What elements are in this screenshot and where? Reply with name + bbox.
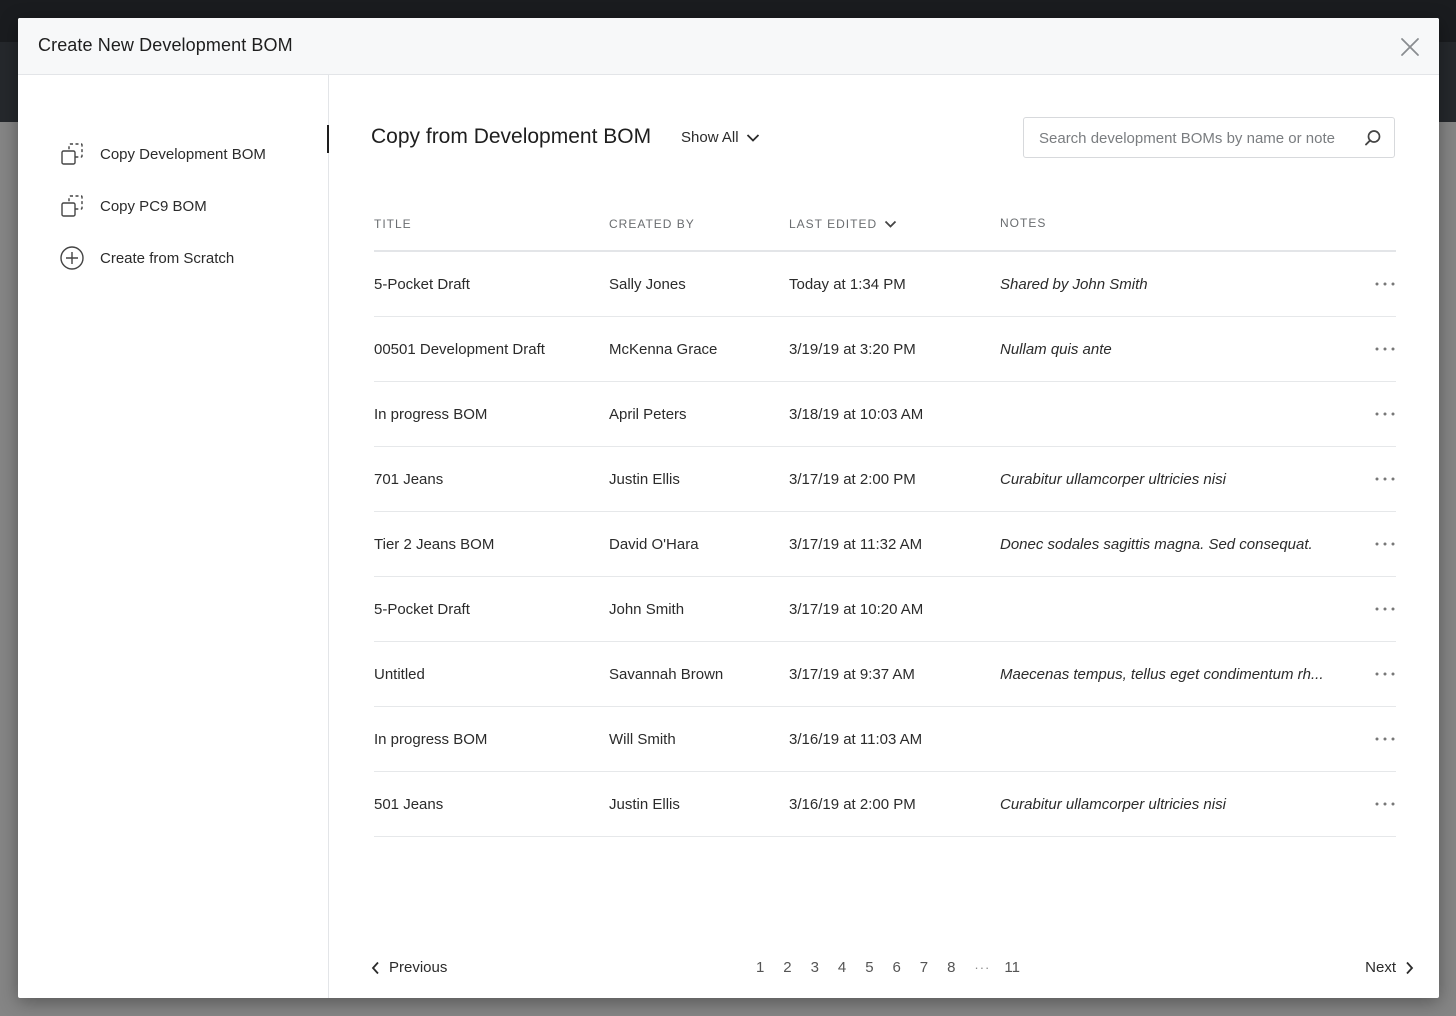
row-created-by: John Smith <box>609 601 685 618</box>
pagination-ellipsis: ··· <box>974 960 991 975</box>
row-more-options-button[interactable] <box>1374 406 1396 422</box>
page-1-link[interactable]: 1 <box>756 959 765 976</box>
row-last-edited: 3/16/19 at 11:03 AM <box>789 731 923 748</box>
more-horizontal-icon <box>1375 347 1395 351</box>
create-bom-modal <box>18 18 1439 998</box>
sidebar <box>18 75 329 998</box>
row-created-by: Will Smith <box>609 731 676 748</box>
page-7-link[interactable]: 7 <box>919 959 929 976</box>
row-title: 5-Pocket Draft <box>374 601 470 618</box>
next-label: Next <box>1365 959 1396 976</box>
row-last-edited: 3/17/19 at 2:00 PM <box>789 471 916 488</box>
row-notes: Nullam quis ante <box>1000 341 1112 358</box>
page-5-link[interactable]: 5 <box>865 959 874 976</box>
more-horizontal-icon <box>1375 607 1395 611</box>
more-horizontal-icon <box>1375 477 1395 481</box>
row-notes: Donec sodales sagittis magna. Sed consequat. <box>1000 536 1313 553</box>
column-header-title[interactable]: TITLE <box>374 217 412 231</box>
row-created-by: Savannah Brown <box>609 666 724 683</box>
search-icon[interactable] <box>1364 129 1382 147</box>
close-icon <box>1399 36 1421 58</box>
table-row[interactable] <box>374 642 1396 707</box>
modal-header <box>18 18 1439 75</box>
row-last-edited: 3/17/19 at 11:32 AM <box>789 536 923 553</box>
row-created-by: David O'Hara <box>609 536 699 553</box>
copy-icon <box>58 192 86 220</box>
bom-table <box>374 195 1396 837</box>
row-notes: Curabitur ullamcorper ultricies nisi <box>1000 471 1226 488</box>
row-title: 5-Pocket Draft <box>374 276 470 293</box>
row-more-options-button[interactable] <box>1374 601 1396 617</box>
row-notes: Maecenas tempus, tellus eget condimentum rh... <box>1000 666 1324 683</box>
more-horizontal-icon <box>1375 542 1395 546</box>
search-input[interactable] <box>1039 128 1349 148</box>
row-created-by: April Peters <box>609 406 687 423</box>
row-notes: Shared by John Smith <box>1000 276 1148 293</box>
row-last-edited: 3/17/19 at 9:37 AM <box>789 666 915 683</box>
show-all-dropdown[interactable] <box>681 129 760 146</box>
row-title: 701 Jeans <box>374 471 444 488</box>
table-row[interactable] <box>374 707 1396 772</box>
row-more-options-button[interactable] <box>1374 341 1396 357</box>
row-title: In progress BOM <box>374 731 488 748</box>
column-header-last-edited[interactable]: LAST EDITED <box>789 217 897 231</box>
chevron-right-icon <box>1405 961 1414 975</box>
table-row[interactable] <box>374 252 1396 317</box>
previous-label: Previous <box>389 959 448 976</box>
more-horizontal-icon <box>1375 672 1395 676</box>
sidebar-item-label: Copy Development BOM <box>100 145 266 163</box>
row-more-options-button[interactable] <box>1374 536 1396 552</box>
row-title: Tier 2 Jeans BOM <box>374 536 495 553</box>
table-row[interactable] <box>374 382 1396 447</box>
main-panel <box>330 75 1439 998</box>
table-row[interactable] <box>374 772 1396 837</box>
table-row[interactable] <box>374 317 1396 382</box>
row-last-edited: 3/16/19 at 2:00 PM <box>789 796 916 813</box>
sidebar-item-create-from-scratch[interactable] <box>58 243 234 273</box>
sidebar-item-label: Create from Scratch <box>100 249 235 267</box>
row-last-edited: 3/17/19 at 10:20 AM <box>789 601 924 618</box>
row-last-edited: 3/18/19 at 10:03 AM <box>789 406 924 423</box>
next-page-button[interactable] <box>1365 959 1414 976</box>
table-header <box>374 195 1396 252</box>
more-horizontal-icon <box>1375 282 1395 286</box>
table-row[interactable] <box>374 512 1396 577</box>
row-created-by: Justin Ellis <box>609 796 680 813</box>
row-created-by: Sally Jones <box>609 276 686 293</box>
sidebar-item-label: Copy PC9 BOM <box>100 197 207 215</box>
more-horizontal-icon <box>1375 412 1395 416</box>
column-header-notes[interactable]: NOTES <box>1000 216 1047 230</box>
page-3-link[interactable]: 3 <box>810 959 819 976</box>
column-header-created-by[interactable]: CREATED BY <box>609 217 695 231</box>
plus-circle-icon <box>58 244 86 272</box>
row-more-options-button[interactable] <box>1374 471 1396 487</box>
page-2-link[interactable]: 2 <box>783 959 792 976</box>
close-button[interactable] <box>1399 36 1421 58</box>
row-notes: Curabitur ullamcorper ultricies nisi <box>1000 796 1226 813</box>
row-title: Untitled <box>374 666 425 683</box>
active-indicator <box>327 125 329 153</box>
sidebar-item-copy-development-bom[interactable] <box>58 139 266 169</box>
page-last-link[interactable]: 11 <box>1004 959 1020 976</box>
row-more-options-button[interactable] <box>1374 276 1396 292</box>
row-last-edited: 3/19/19 at 3:20 PM <box>789 341 916 358</box>
row-more-options-button[interactable] <box>1374 796 1396 812</box>
search-box <box>1023 117 1395 158</box>
row-created-by: McKenna Grace <box>609 341 718 358</box>
row-title: 00501 Development Draft <box>374 341 545 358</box>
row-title: 501 Jeans <box>374 796 444 813</box>
section-title: Copy from Development BOM <box>371 125 652 148</box>
more-horizontal-icon <box>1375 802 1395 806</box>
previous-page-button[interactable] <box>371 959 447 976</box>
sort-chevron-down-icon <box>884 220 897 229</box>
more-horizontal-icon <box>1375 737 1395 741</box>
row-more-options-button[interactable] <box>1374 731 1396 747</box>
table-row[interactable] <box>374 577 1396 642</box>
sidebar-item-copy-pc9-bom[interactable] <box>58 191 207 221</box>
chevron-down-icon <box>746 133 760 143</box>
page-6-link[interactable]: 6 <box>892 959 901 976</box>
table-row[interactable] <box>374 447 1396 512</box>
modal-title: Create New Development BOM <box>38 35 293 55</box>
copy-icon <box>58 140 86 168</box>
chevron-left-icon <box>371 961 380 975</box>
page-4-link[interactable]: 4 <box>837 959 847 976</box>
page-8-link[interactable]: 8 <box>947 959 956 976</box>
row-last-edited: Today at 1:34 PM <box>789 276 906 293</box>
page-numbers <box>756 959 1032 976</box>
row-title: In progress BOM <box>374 406 488 423</box>
row-created-by: Justin Ellis <box>609 471 680 488</box>
row-more-options-button[interactable] <box>1374 666 1396 682</box>
filter-label: Show All <box>681 129 739 146</box>
